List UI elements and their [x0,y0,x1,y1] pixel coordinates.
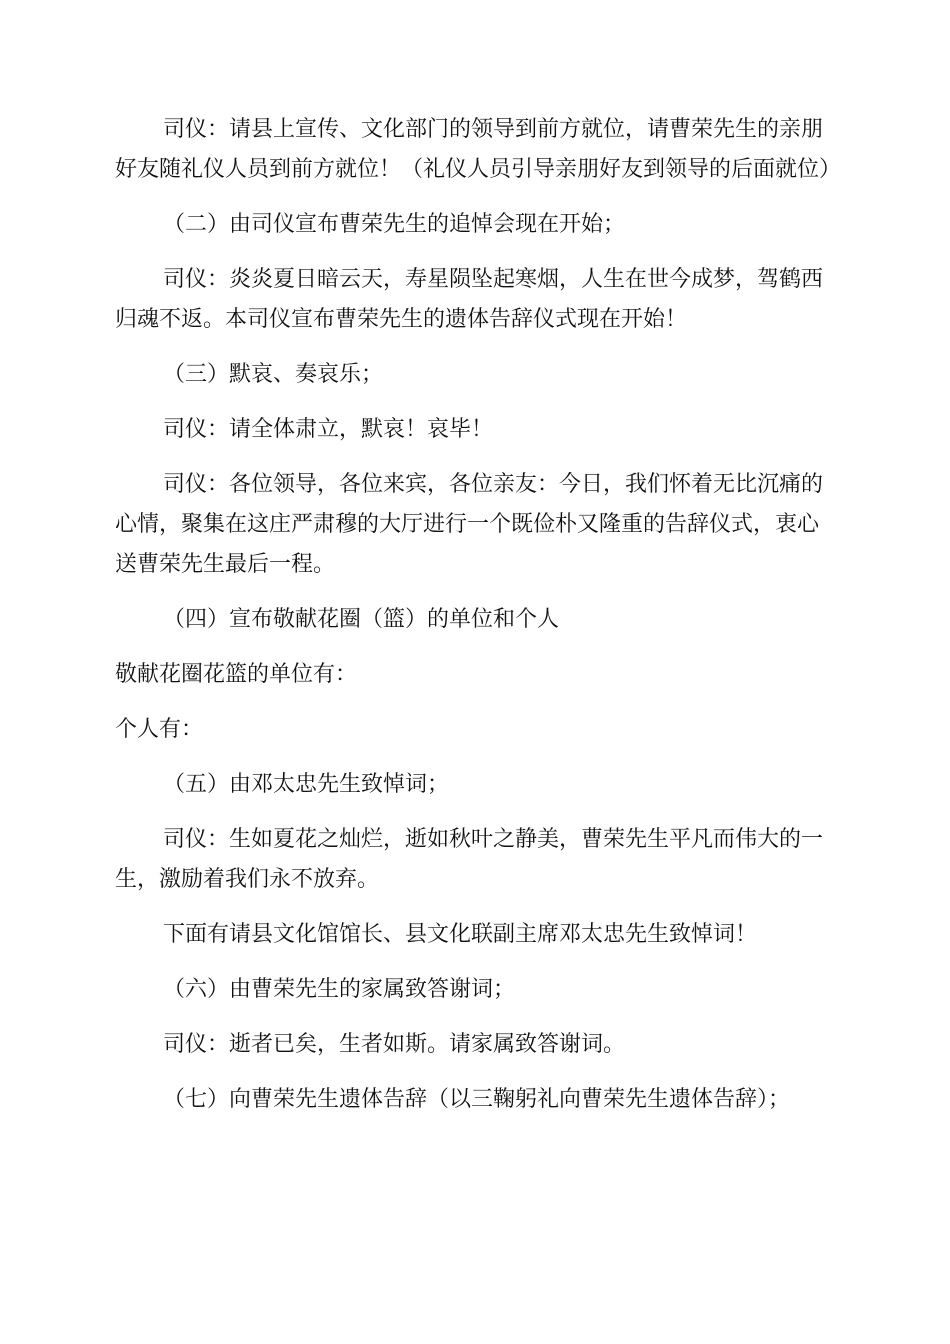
document-body [115,110,842,1135]
paragraph-eulogy-invite: 下面有请县文化馆馆长、县文化联副主席邓太忠先生致悼词！ [163,922,758,947]
paragraph-host-invite-leaders: 司仪：请县上宣传、文化部门的领导到前方就位，请曹荣先生的亲朋好友随礼仪人员到前方就位！（礼仪人员引导亲朋好友到领导的后面就位） [115,117,842,182]
paragraph-step-5: （五）由邓太忠先生致悼词； [163,772,450,797]
paragraph-wreath-units: 敬献花圈花篮的单位有： [115,662,358,687]
paragraph-step-7: （七）向曹荣先生遗体告辞（以三鞠躬礼向曹荣先生遗体告辞）； [163,1087,791,1112]
paragraph-host-address: 司仪：各位领导，各位来宾，各位亲友：今日，我们怀着无比沉痛的心情，聚集在这庄严肃穆的大厅进行一个既俭朴又隆重的告辞仪式，衷心送曹荣先生最后一程。 [115,472,824,577]
paragraph-step-6: （六）由曹荣先生的家属致答谢词； [163,977,516,1002]
paragraph-step-3: （三）默哀、奏哀乐； [163,362,384,387]
paragraph-host-silence: 司仪：请全体肃立，默哀！哀毕！ [163,417,494,442]
paragraph-step-2: （二）由司仪宣布曹荣先生的追悼会现在开始； [163,212,626,237]
paragraph-host-eulogy-intro: 司仪：生如夏花之灿烂，逝如秋叶之静美，曹荣先生平凡而伟大的一生，激励着我们永不放弃。 [115,827,824,892]
paragraph-wreath-individuals: 个人有： [115,717,204,742]
paragraph-host-family: 司仪：逝者已矣，生者如斯。请家属致答谢词。 [163,1032,626,1057]
paragraph-step-4: （四）宣布敬献花圈（篮）的单位和个人 [163,607,560,632]
paragraph-host-opening: 司仪：炎炎夏日暗云天，寿星陨坠起寒烟，人生在世今成梦，驾鹤西归魂不返。本司仪宣布曹荣先生的遗体告辞仪式现在开始！ [115,267,824,332]
